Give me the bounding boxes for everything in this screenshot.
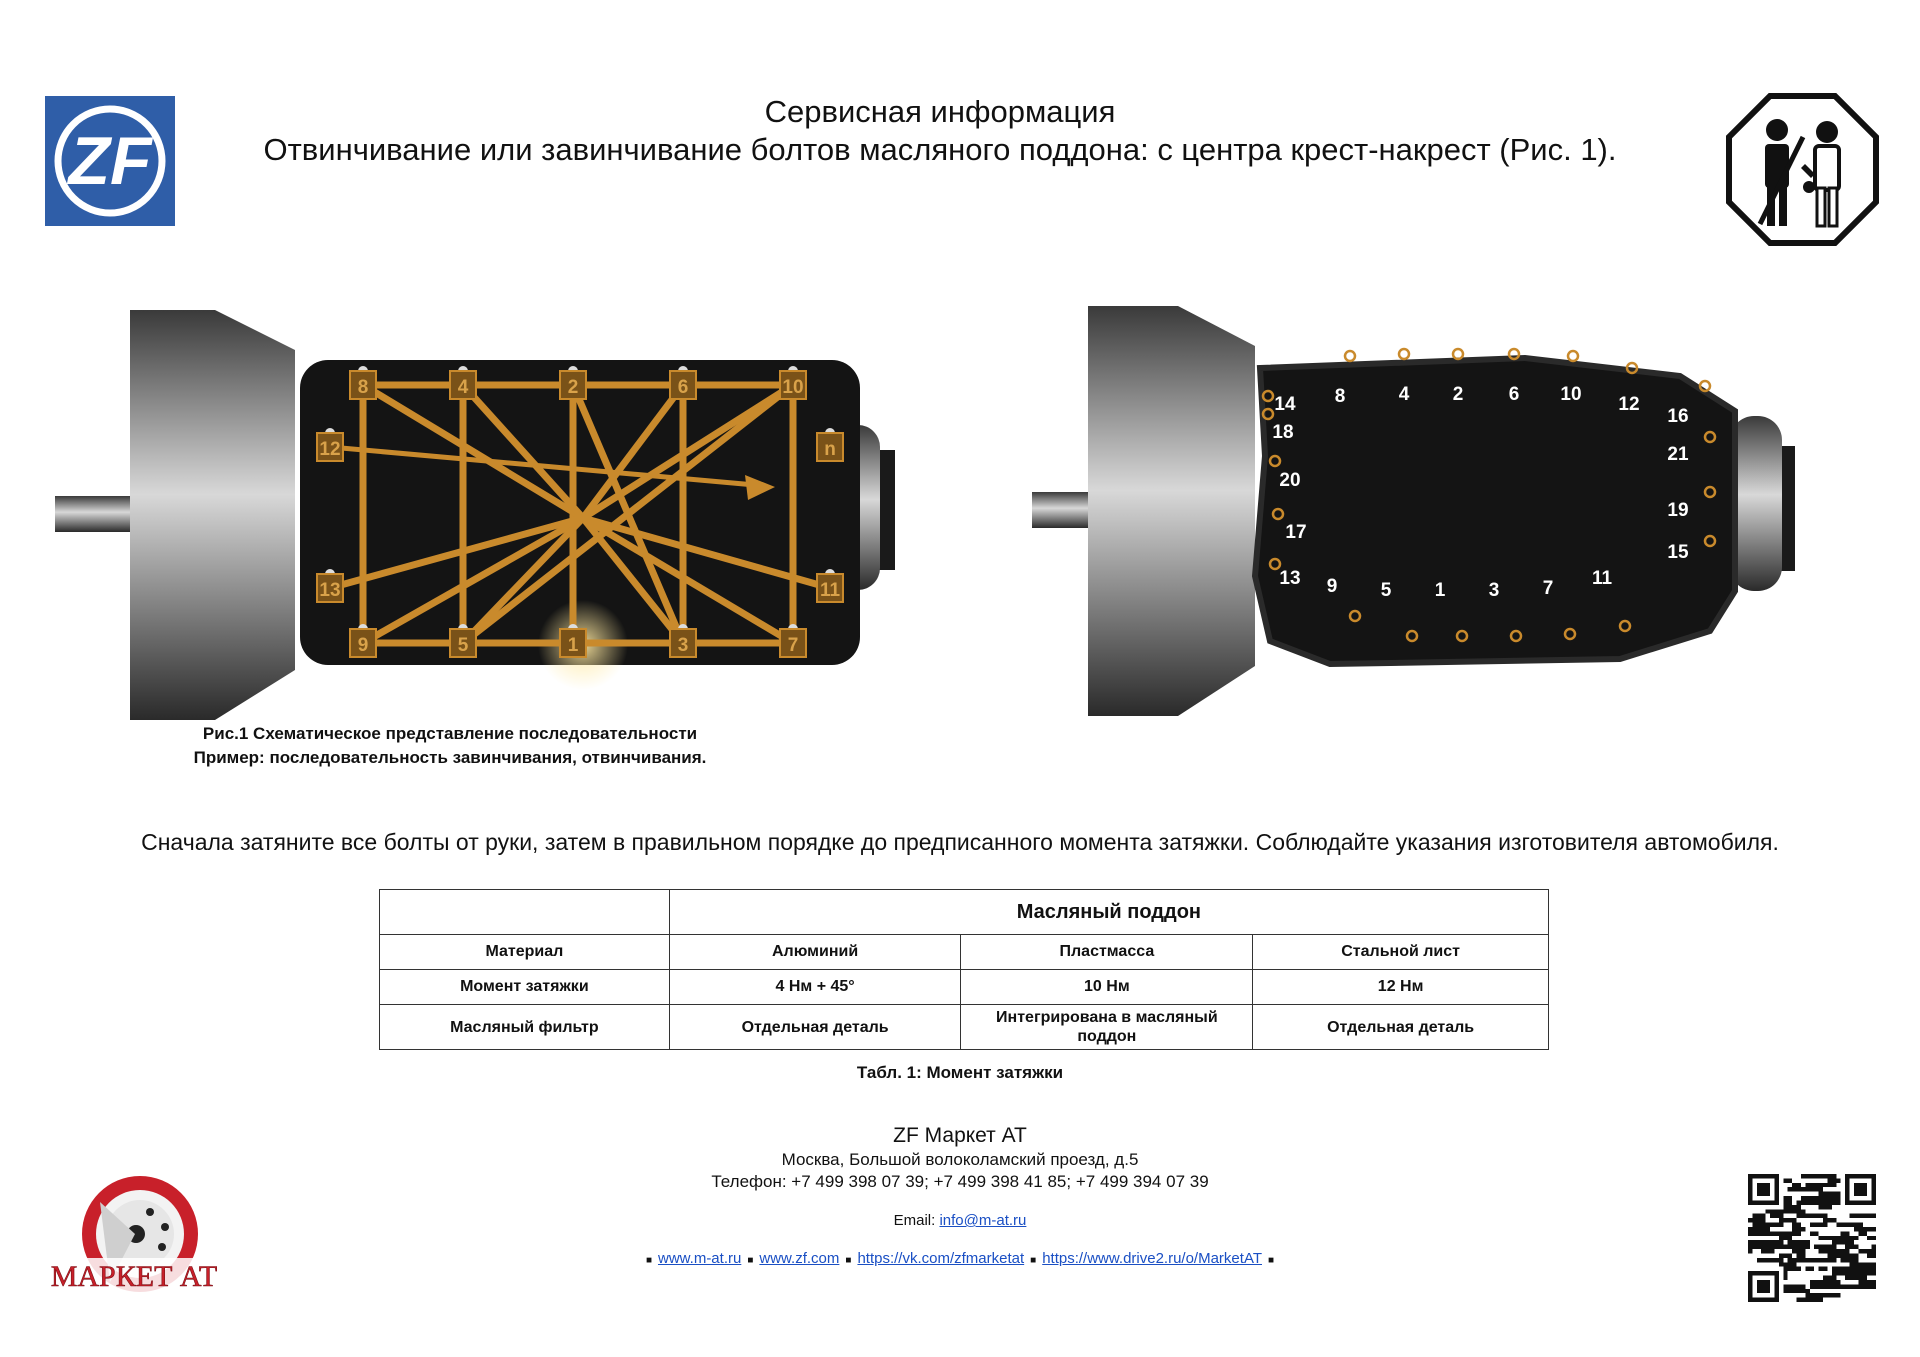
title-block xyxy=(200,93,1680,169)
bullet-icon: ■ xyxy=(645,1255,652,1266)
bolt-number: 14 xyxy=(1274,394,1296,415)
bullet-icon: ■ xyxy=(747,1255,754,1266)
bolt-number: 13 xyxy=(319,580,341,601)
qr-code[interactable] xyxy=(1748,1174,1876,1302)
bolt-number: 9 xyxy=(357,635,369,656)
email-label: Email: xyxy=(893,1212,936,1229)
bolt-number: 9 xyxy=(1326,576,1338,597)
table-cell: Алюминий xyxy=(669,935,961,970)
bolt-marker xyxy=(450,624,476,657)
table-caption: Табл. 1: Момент затяжки xyxy=(856,1063,1064,1082)
market-at-logo xyxy=(40,1172,230,1312)
table-cell: 12 Нм xyxy=(1253,970,1549,1005)
figure-caption xyxy=(150,722,750,770)
oil-pan-bolt-layout xyxy=(1020,296,1820,726)
link-vk[interactable]: https://vk.com/zfmarketat xyxy=(857,1250,1025,1267)
bolt-number: 2 xyxy=(1452,384,1464,405)
bolt-number: 3 xyxy=(677,635,689,656)
bolt-number: 11 xyxy=(1591,568,1613,589)
bolt-marker xyxy=(317,428,343,461)
bolt-number: 3 xyxy=(1488,580,1500,601)
table-cell: Момент затяжки xyxy=(380,970,670,1005)
email-line xyxy=(0,1212,1920,1229)
bolt-marker xyxy=(350,624,376,657)
links-line xyxy=(0,1250,1920,1267)
link-m-at[interactable]: www.m-at.ru xyxy=(657,1250,742,1267)
bolt-marker xyxy=(817,428,843,461)
bolt-number: 5 xyxy=(1380,580,1392,601)
zf-logo xyxy=(45,96,175,226)
mechanic-warning-icon xyxy=(1725,92,1880,247)
table-row xyxy=(380,970,1549,1005)
table-row xyxy=(380,1005,1549,1050)
bullet-icon: ■ xyxy=(845,1255,852,1266)
table-row xyxy=(380,935,1549,970)
table-cell: 10 Нм xyxy=(961,970,1253,1005)
market-logo-text: МАРКЕТ АТ xyxy=(50,1260,218,1293)
bolt-marker xyxy=(350,366,376,399)
bolt-marker xyxy=(670,366,696,399)
bolt-number: 8 xyxy=(1334,386,1346,407)
bolt-number: 21 xyxy=(1667,444,1689,465)
bolt-number: 16 xyxy=(1667,406,1689,427)
bolt-number: 5 xyxy=(457,635,469,656)
bolt-marker xyxy=(560,366,586,399)
bolt-number: 13 xyxy=(1279,568,1301,589)
link-drive2[interactable]: https://www.drive2.ru/o/MarketAT xyxy=(1042,1250,1262,1267)
table-header-cell: Масляный поддон xyxy=(669,890,1548,935)
bolt-number: 8 xyxy=(357,377,369,398)
table-cell: Пластмасса xyxy=(961,935,1253,970)
bolt-number: 6 xyxy=(677,377,689,398)
table-cell: Масляный фильтр xyxy=(380,1005,670,1050)
bolt-number: 12 xyxy=(1618,394,1640,415)
bolt-number: n xyxy=(824,439,836,460)
company-name: ZF Маркет АТ xyxy=(893,1124,1027,1147)
bolt-number: 7 xyxy=(1542,578,1554,599)
company-address: Москва, Большой волоколамский проезд, д.5 xyxy=(781,1150,1139,1169)
link-zf[interactable]: www.zf.com xyxy=(759,1250,840,1267)
bolt-marker xyxy=(817,569,843,602)
table-cell: Интегрирована в масляный поддон xyxy=(961,1005,1253,1050)
email-link[interactable]: info@m-at.ru xyxy=(939,1212,1027,1229)
bolt-number: 7 xyxy=(787,635,799,656)
torque-table xyxy=(379,889,1549,1050)
bolt-marker xyxy=(670,624,696,657)
table-cell: Стальной лист xyxy=(1253,935,1549,970)
bolt-number: 15 xyxy=(1667,542,1689,563)
table-cell: Отдельная деталь xyxy=(1253,1005,1549,1050)
bolt-marker xyxy=(317,569,343,602)
bolt-number: 10 xyxy=(1560,384,1582,405)
bolt-marker xyxy=(780,366,806,399)
bolt-number: 18 xyxy=(1272,422,1294,443)
figure-caption-line1: Рис.1 Схематическое представление последовательности xyxy=(202,724,698,743)
figure-caption-line2: Пример: последовательность завинчивания, отвинчивания. xyxy=(193,748,707,767)
bolt-number: 17 xyxy=(1285,522,1307,543)
page-title: Сервисная информация xyxy=(764,94,1116,129)
bolt-number: 4 xyxy=(1398,384,1410,405)
bolt-number: 6 xyxy=(1508,384,1520,405)
zf-logo-text: ZF xyxy=(68,123,152,199)
company-phone: Телефон: +7 499 398 07 39; +7 499 398 41 85; +7 499 394 07 39 xyxy=(711,1172,1209,1191)
bolt-number: 11 xyxy=(819,580,841,601)
table-header-empty xyxy=(380,890,670,935)
bolt-number: 1 xyxy=(1434,580,1446,601)
table-header-row xyxy=(380,890,1549,935)
bolt-marker xyxy=(560,624,586,657)
bolt-marker xyxy=(450,366,476,399)
bolt-number: 2 xyxy=(567,377,579,398)
bolt-number: 19 xyxy=(1667,500,1689,521)
bolt-sequence-schematic xyxy=(55,300,935,730)
instruction-text: Сначала затяните все болты от руки, затем в правильном порядке до предписанного момента затяжки. Соблюдайте указания изготовителя автомобиля. xyxy=(141,829,1779,855)
table-cell: Отдельная деталь xyxy=(669,1005,961,1050)
bolt-marker xyxy=(780,624,806,657)
bolt-number: 4 xyxy=(457,377,469,398)
bullet-icon: ■ xyxy=(1030,1255,1037,1266)
bolt-number: 1 xyxy=(567,635,579,656)
table-cell: 4 Нм + 45° xyxy=(669,970,961,1005)
bolt-number: 12 xyxy=(319,439,341,460)
table-cell: Материал xyxy=(380,935,670,970)
bolt-number: 20 xyxy=(1279,470,1301,491)
bolt-number: 10 xyxy=(782,377,804,398)
bullet-icon: ■ xyxy=(1268,1255,1275,1266)
page-subtitle: Отвинчивание или завинчивание болтов масляного поддона: с центра крест-накрест (Рис. 1). xyxy=(263,132,1617,167)
